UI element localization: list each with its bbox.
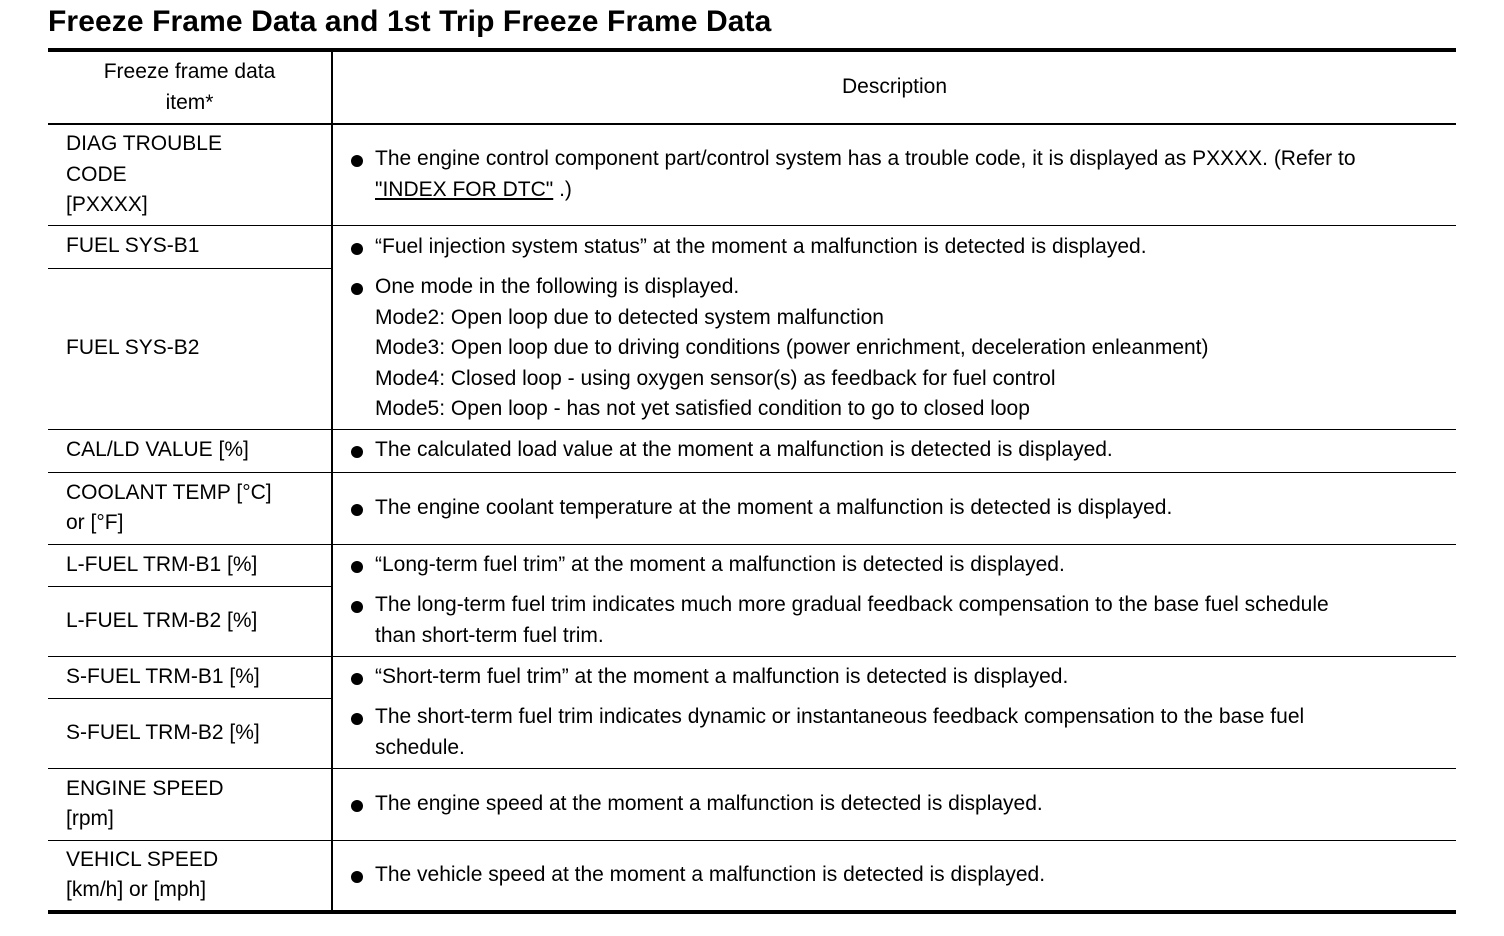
bullet-dot-icon xyxy=(351,504,363,516)
table-row xyxy=(48,656,1456,698)
bullet-dot-icon xyxy=(351,155,363,167)
column-header-item-line: Freeze frame data xyxy=(103,60,276,83)
bullet-dot-icon xyxy=(351,713,363,725)
bullet-item xyxy=(349,144,1446,205)
description-cell xyxy=(332,544,1456,586)
description-text: “Long-term fuel trim” at the moment a malfunction is detected is displayed. xyxy=(375,553,1065,576)
description-text: One mode in the following is displayed. xyxy=(375,275,740,298)
description-text: than short-term fuel trim. xyxy=(375,623,604,647)
description-text: The engine control component part/control system has a trouble code, it is displayed as PXXXX. (Refer to xyxy=(375,147,1356,171)
description-text: The engine coolant temperature at the moment a malfunction is detected is displayed. xyxy=(375,495,1173,519)
table-row xyxy=(48,268,1456,429)
description-cell xyxy=(332,586,1456,656)
description-text: The calculated load value at the moment a malfunction is detected is displayed. xyxy=(375,438,1113,462)
item-text: [km/h] or [mph] xyxy=(66,878,207,902)
description-text: The long-term fuel trim indicates much more gradual feedback compensation to the base fuel schedule xyxy=(375,593,1329,617)
item-cell xyxy=(48,268,332,429)
item-cell xyxy=(48,124,332,225)
bullet-item xyxy=(349,860,1446,891)
item-text: VEHICL SPEED xyxy=(66,847,219,871)
description-text: The engine speed at the moment a malfunction is detected is displayed. xyxy=(375,791,1043,815)
description-cell xyxy=(332,268,1456,429)
table-row xyxy=(48,768,1456,840)
table-row xyxy=(48,586,1456,656)
page-title: Freeze Frame Data and 1st Trip Freeze Frame Data xyxy=(48,5,772,38)
bullet-item xyxy=(349,702,1446,763)
bullet-item xyxy=(349,493,1446,524)
item-text: S-FUEL TRM-B1 [%] xyxy=(66,664,260,688)
index-for-dtc-link[interactable]: "INDEX FOR DTC" xyxy=(375,177,554,201)
mode-text: Mode5: Open loop - has not yet satisfied condition to go to closed loop xyxy=(375,397,1030,420)
bullet-dot-icon xyxy=(351,673,363,685)
bullet-item xyxy=(349,789,1446,820)
item-text: L-FUEL TRM-B2 [%] xyxy=(66,608,258,632)
bullet-dot-icon xyxy=(351,243,363,255)
item-cell xyxy=(48,840,332,912)
description-cell xyxy=(332,225,1456,268)
column-header-description: Description xyxy=(332,50,1456,124)
item-text: CAL/LD VALUE [%] xyxy=(66,438,249,462)
table-row xyxy=(48,698,1456,768)
bullet-dot-icon xyxy=(351,871,363,883)
description-text: “Fuel injection system status” at the moment a malfunction is detected is displayed. xyxy=(375,234,1147,258)
description-cell xyxy=(332,429,1456,472)
item-text: CODE xyxy=(66,162,127,186)
mode-text: Mode2: Open loop due to detected system malfunction xyxy=(375,305,884,329)
table-row xyxy=(48,429,1456,472)
item-cell xyxy=(48,586,332,656)
item-cell xyxy=(48,656,332,698)
bullet-item xyxy=(349,590,1446,651)
description-text: .) xyxy=(553,177,572,201)
table-row xyxy=(48,544,1456,586)
item-text: FUEL SYS-B1 xyxy=(66,234,200,258)
description-cell xyxy=(332,840,1456,912)
bullet-dot-icon xyxy=(351,561,363,573)
table-row xyxy=(48,840,1456,912)
column-header-item-line: item* xyxy=(165,90,214,114)
table-header-row xyxy=(48,50,1456,124)
item-cell xyxy=(48,768,332,840)
bullet-item xyxy=(349,662,1446,693)
bullet-dot-icon xyxy=(351,601,363,613)
table-row xyxy=(48,472,1456,544)
bullet-item xyxy=(349,435,1446,466)
item-text: DIAG TROUBLE xyxy=(66,132,222,155)
table-row xyxy=(48,225,1456,268)
description-text: “Short-term fuel trim” at the moment a malfunction is detected is displayed. xyxy=(375,665,1069,688)
bullet-dot-icon xyxy=(351,800,363,812)
item-text: [PXXXX] xyxy=(66,193,148,216)
item-cell xyxy=(48,225,332,268)
bullet-item xyxy=(349,550,1446,581)
table-row xyxy=(48,124,1456,225)
item-text: S-FUEL TRM-B2 [%] xyxy=(66,720,260,744)
item-cell xyxy=(48,472,332,544)
description-text: The short-term fuel trim indicates dynamic or instantaneous feedback compensation to the base fuel xyxy=(375,705,1305,729)
item-text: L-FUEL TRM-B1 [%] xyxy=(66,552,258,576)
item-text: COOLANT TEMP [°C] xyxy=(66,480,272,504)
item-cell xyxy=(48,429,332,472)
bullet-item xyxy=(349,272,1446,425)
item-text: FUEL SYS-B2 xyxy=(66,336,200,360)
description-cell xyxy=(332,124,1456,225)
description-text: The vehicle speed at the moment a malfunction is detected is displayed. xyxy=(375,863,1046,886)
bullet-dot-icon xyxy=(351,283,363,295)
freeze-frame-table xyxy=(48,48,1456,914)
description-cell xyxy=(332,472,1456,544)
item-text: or [°F] xyxy=(66,511,124,534)
description-cell xyxy=(332,698,1456,768)
item-text: ENGINE SPEED xyxy=(66,776,224,800)
description-cell xyxy=(332,768,1456,840)
description-text: schedule. xyxy=(375,735,465,759)
item-cell xyxy=(48,544,332,586)
item-cell xyxy=(48,698,332,768)
mode-text: Mode4: Closed loop - using oxygen sensor(s) as feedback for fuel control xyxy=(375,366,1056,390)
description-cell xyxy=(332,656,1456,698)
bullet-dot-icon xyxy=(351,446,363,458)
bullet-item xyxy=(349,232,1446,263)
item-text: [rpm] xyxy=(66,807,114,830)
column-header-item xyxy=(48,50,332,124)
mode-text: Mode3: Open loop due to driving conditions (power enrichment, deceleration enleanment) xyxy=(375,336,1209,359)
